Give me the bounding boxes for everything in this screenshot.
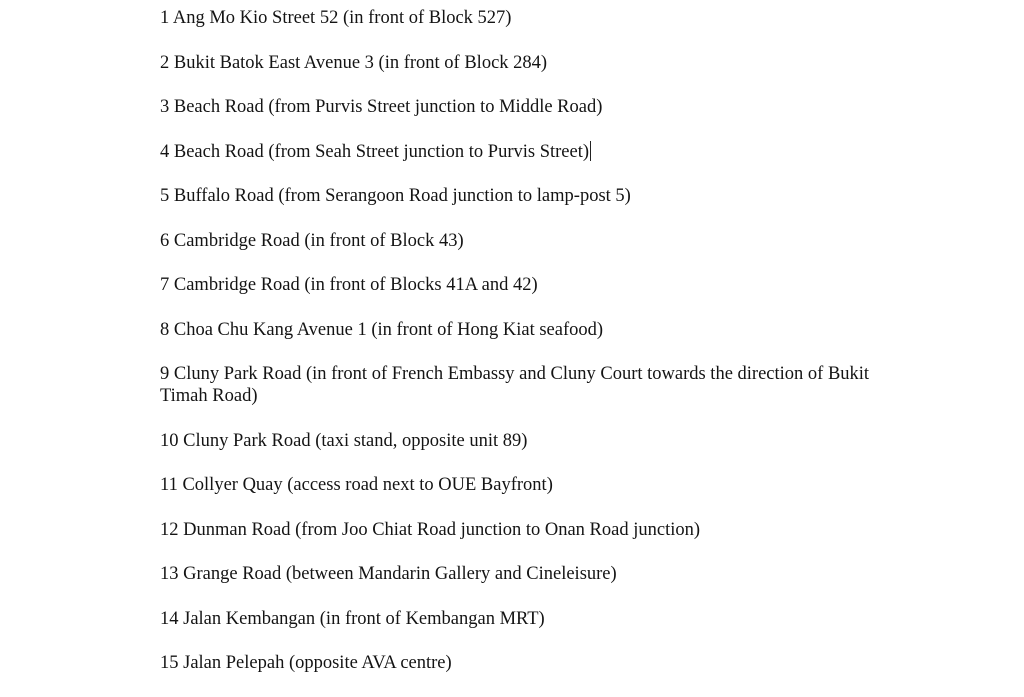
item-text: Beach Road (from Purvis Street junction to Middle Road) bbox=[173, 97, 603, 117]
item-number: 3 bbox=[160, 97, 170, 117]
list-item bbox=[160, 474, 890, 496]
item-text: Bukit Batok East Avenue 3 (in front of Block 284) bbox=[173, 52, 548, 73]
list-item bbox=[160, 185, 890, 207]
item-text: Cambridge Road (in front of Block 43) bbox=[173, 230, 464, 251]
item-number: 11 bbox=[160, 475, 178, 495]
item-text: Cluny Park Road (taxi stand, opposite unit 89) bbox=[183, 430, 528, 451]
item-number: 4 bbox=[160, 141, 170, 162]
list-item bbox=[160, 141, 890, 163]
list-item bbox=[160, 430, 890, 452]
list-item bbox=[160, 230, 890, 252]
list-item bbox=[160, 363, 890, 407]
item-number: 10 bbox=[160, 430, 179, 451]
item-text: Dunman Road (from Joo Chiat Road junction to Onan Road junction) bbox=[183, 519, 701, 540]
item-text: Cluny Park Road (in front of French Embassy and Cluny Court towards the direction of Bukit Timah Road) bbox=[160, 364, 870, 406]
item-number: 15 bbox=[160, 653, 179, 673]
text-cursor bbox=[590, 141, 591, 161]
item-text: Cambridge Road (in front of Blocks 41A and 42) bbox=[173, 275, 538, 295]
document-body[interactable] bbox=[160, 7, 890, 697]
item-number: 9 bbox=[160, 364, 170, 384]
list-item bbox=[160, 608, 890, 630]
item-text: Ang Mo Kio Street 52 (in front of Block 527) bbox=[172, 8, 512, 28]
item-number: 7 bbox=[160, 275, 170, 295]
item-text: Jalan Kembangan (in front of Kembangan MRT) bbox=[183, 608, 545, 629]
item-number: 12 bbox=[160, 519, 179, 540]
item-number: 2 bbox=[160, 52, 170, 73]
item-number: 1 bbox=[160, 8, 170, 28]
list-item bbox=[160, 563, 890, 585]
item-text: Choa Chu Kang Avenue 1 (in front of Hong Kiat seafood) bbox=[173, 319, 604, 340]
item-text: Collyer Quay (access road next to OUE Bayfront) bbox=[182, 475, 553, 495]
list-item bbox=[160, 7, 890, 29]
item-number: 13 bbox=[160, 564, 179, 584]
item-number: 6 bbox=[160, 230, 170, 251]
list-item bbox=[160, 652, 890, 674]
item-number: 14 bbox=[160, 608, 179, 629]
item-text: Jalan Pelepah (opposite AVA centre) bbox=[183, 653, 452, 673]
list-item bbox=[160, 319, 890, 341]
item-text: Grange Road (between Mandarin Gallery and Cineleisure) bbox=[183, 564, 617, 584]
item-text: Beach Road (from Seah Street junction to Purvis Street) bbox=[173, 141, 590, 162]
item-number: 5 bbox=[160, 186, 170, 206]
list-item bbox=[160, 274, 890, 296]
item-number: 8 bbox=[160, 319, 170, 340]
list-item bbox=[160, 96, 890, 118]
list-item bbox=[160, 519, 890, 541]
item-text: Buffalo Road (from Serangoon Road junction to lamp-post 5) bbox=[173, 186, 631, 206]
list-item bbox=[160, 52, 890, 74]
